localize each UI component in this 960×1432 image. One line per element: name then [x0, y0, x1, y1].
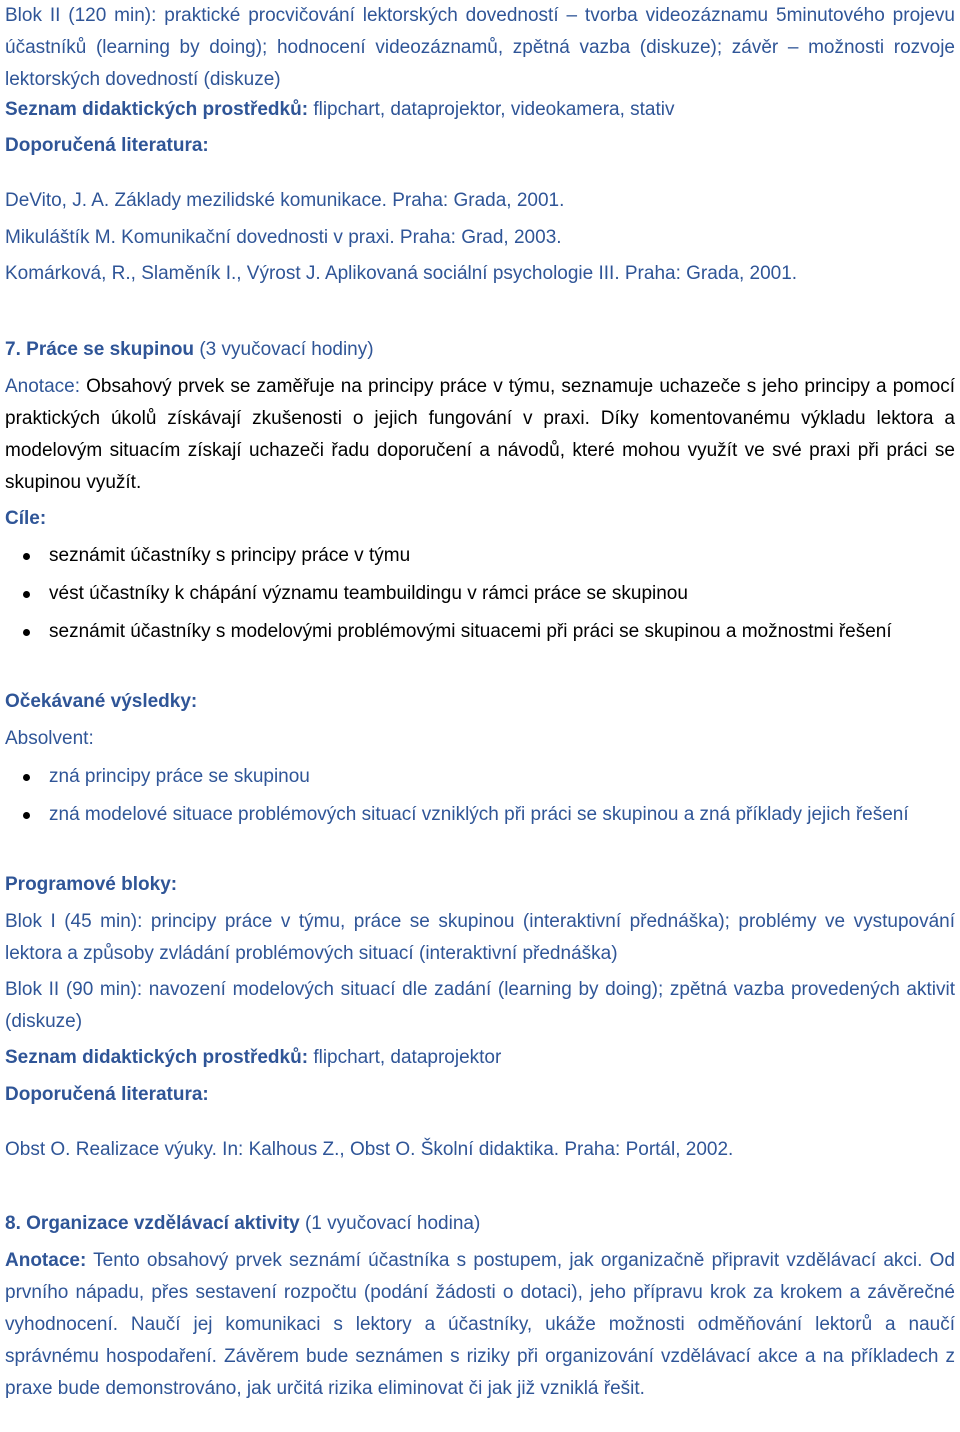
goals-heading: Cíle: — [5, 508, 47, 529]
goals-list — [5, 540, 955, 648]
literature-heading: Doporučená literatura: — [5, 1084, 209, 1105]
literature-item: DeVito, J. A. Základy mezilidské komunikace. Praha: Grada, 2001. — [5, 190, 565, 211]
bullet-icon — [23, 774, 30, 781]
didactic-means-label: Seznam didaktických prostředků: — [5, 1047, 309, 1068]
literature-item: Obst O. Realizace výuky. In: Kalhous Z., Obst O. Školní didaktika. Praha: Portál, 2002. — [5, 1139, 734, 1160]
bullet-icon — [23, 553, 30, 560]
section-hours: (3 vyučovací hodiny) — [194, 339, 374, 360]
list-item: zná modelové situace problémových situací vzniklých při práci se skupinou a zná příklady jejich řešení — [5, 799, 955, 831]
annotation-text: Obsahový prvek se zaměřuje na principy práce v týmu, seznamuje uchazeče s jeho principy a pomocí praktických úkolů získávají zkušenosti o jejich fungování v praxi. Díky komentovanému výkladu lektora a modelovým situacím získají uchazeči řadu doporučení a návodů, které mohou využít ve své praxi při práci se skupinou využít. — [5, 376, 955, 493]
program-block-1: Blok I (45 min): principy práce v týmu, práce se skupinou (interaktivní přednáška); problémy ve vystupování lektora a způsoby zvládání problémových situací (interaktivní přednáška) — [5, 911, 955, 964]
list-item: seznámit účastníky s principy práce v týmu — [5, 540, 955, 572]
list-item: zná principy práce se skupinou — [5, 761, 955, 793]
bullet-icon — [23, 591, 30, 598]
section-hours: (1 vyučovací hodina) — [299, 1213, 481, 1234]
didactic-means-text: flipchart, dataprojektor, videokamera, stativ — [308, 99, 675, 120]
annotation-text: Tento obsahový prvek seznámí účastníka s postupem, jak organizačně připravit vzdělávací akci. Od prvního nápadu, přes sestavení rozpočtu (podání žádosti o dotaci), jeho přípravu krok za krokem a závěrečné vyhodnocení. Naučí jej komunikaci s lektory a účastníky, ukáže možnosti odměňování lektorů a naučí správnému hospodaření. Závěrem bude seznámen s riziky při organizování vzdělávací akce a na příkladech z praxe bude demonstrováno, jak určitá rizika eliminovat či jak již vzniklá řešit. — [5, 1250, 955, 1399]
didactic-means-text: flipchart, dataprojektor — [308, 1047, 502, 1068]
list-item: seznámit účastníky s modelovými problémovými situacemi při práci se skupinou a možnostmi řešení — [5, 616, 955, 648]
literature-item: Komárková, R., Slaměník I., Výrost J. Aplikovaná sociální psychologie III. Praha: Grada, 2001. — [5, 263, 798, 284]
section-8-heading — [5, 1208, 955, 1240]
results-list — [5, 761, 955, 831]
block-2-paragraph: Blok II (120 min): praktické procvičování lektorských dovedností – tvorba videozáznamu 5minutového projevu účastníků (learning by doing); hodnocení videozáznamů, zpětná vazba (diskuze); závěr – možnosti rozvoje lektorských dovedností (diskuze) — [5, 5, 955, 90]
program-blocks-heading: Programové bloky: — [5, 874, 178, 895]
list-item: vést účastníky k chápání významu teambuildingu v rámci práce se skupinou — [5, 578, 955, 610]
literature-heading: Doporučená literatura: — [5, 135, 209, 156]
section-number: 8. — [5, 1213, 21, 1234]
literature-item: Mikuláštík M. Komunikační dovednosti v praxi. Praha: Grad, 2003. — [5, 227, 562, 248]
section-title: Práce se skupinou — [26, 339, 195, 360]
program-block-2: Blok II (90 min): navození modelových situací dle zadání (learning by doing); zpětná vazba provedených aktivit (diskuze) — [5, 979, 955, 1032]
section-7-heading — [5, 334, 955, 366]
didactic-means-label: Seznam didaktických prostředků: — [5, 99, 309, 120]
didactic-means-line — [5, 1042, 955, 1074]
absolvent-label: Absolvent: — [5, 728, 94, 749]
didactic-means-line — [5, 94, 955, 126]
section-8-annotation — [5, 1245, 955, 1405]
section-number: 7. — [5, 339, 21, 360]
annotation-label: Anotace: — [5, 1250, 87, 1271]
bullet-icon — [23, 629, 30, 636]
annotation-label: Anotace: — [5, 376, 80, 397]
section-title: Organizace vzdělávací aktivity — [26, 1213, 300, 1234]
expected-results-heading: Očekávané výsledky: — [5, 691, 198, 712]
bullet-icon — [23, 812, 30, 819]
section-7-annotation — [5, 371, 955, 499]
